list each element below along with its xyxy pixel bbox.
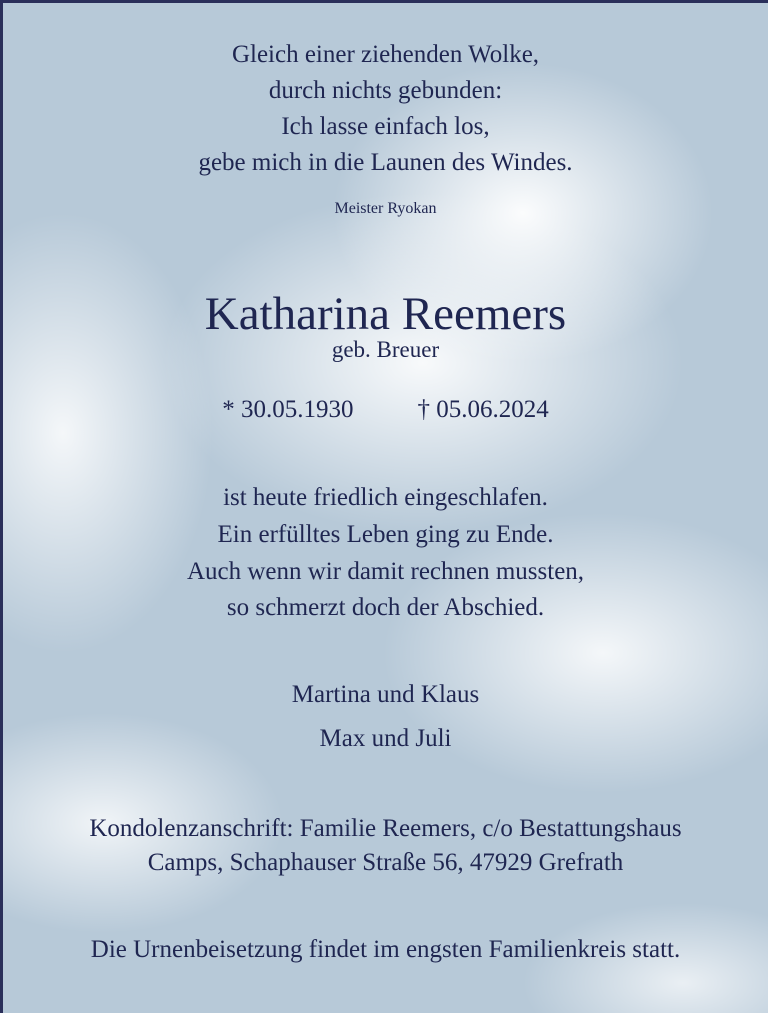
life-dates (3, 396, 768, 424)
message-line: so schmerzt doch der Abschied. (226, 594, 545, 621)
message-line: ist heute friedlich eingeschlafen. (223, 484, 548, 511)
maiden-name: geb. Breuer (331, 337, 440, 362)
message-line: Auch wenn wir damit rechnen mussten, (186, 558, 585, 585)
address-line: Kondolenzanschrift: Familie Reemers, c/o Bestattungshaus (89, 815, 682, 842)
poem-author: Meister Ryokan (334, 200, 437, 217)
death-date: † 05.06.2024 (417, 396, 549, 423)
address-line: Camps, Schaphauser Straße 56, 47929 Grefrath (147, 849, 624, 876)
deceased-name: Katharina Reemers (204, 288, 567, 340)
poem-line: gebe mich in die Launen des Windes. (198, 149, 573, 176)
message-line: Ein erfülltes Leben ging zu Ende. (217, 521, 554, 548)
burial-note: Die Urnenbeisetzung findet im engsten Familienkreis statt. (90, 936, 681, 963)
poem-line: Ich lasse einfach los, (281, 113, 490, 140)
mourner: Martina und Klaus (291, 681, 480, 708)
birth-date: * 30.05.1930 (222, 396, 354, 423)
poem-line: durch nichts gebunden: (268, 77, 503, 104)
mourner: Max und Juli (319, 725, 452, 752)
poem-line: Gleich einer ziehenden Wolke, (231, 41, 540, 68)
